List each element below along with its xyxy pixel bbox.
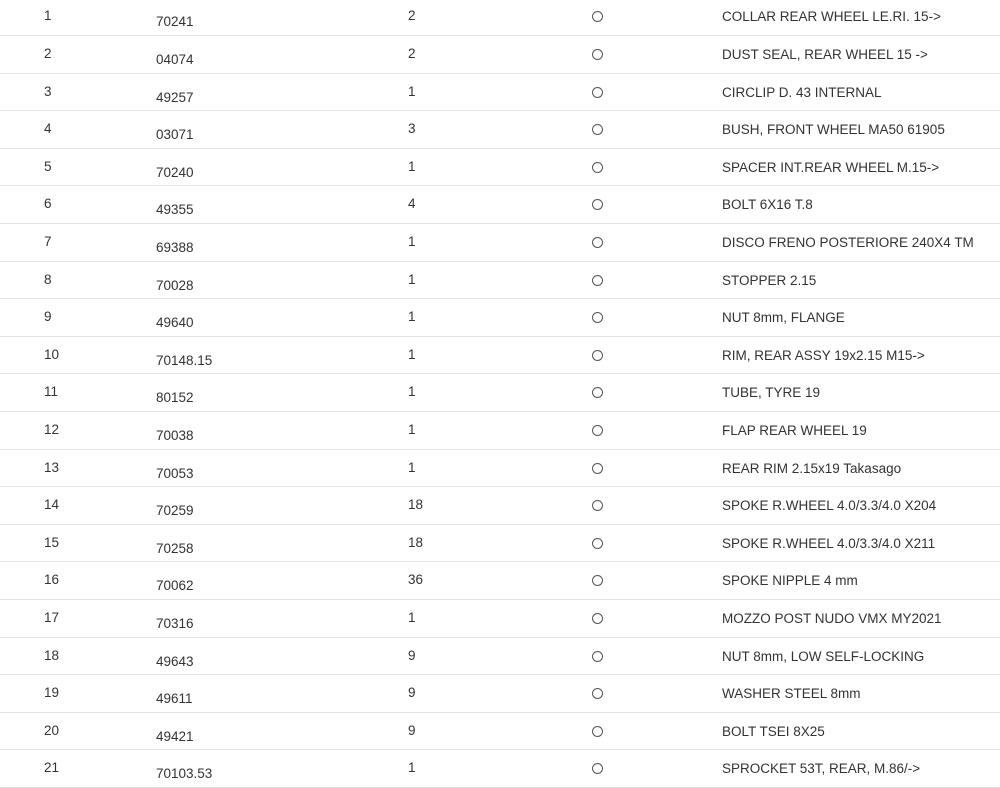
part-description: COLLAR REAR WHEEL LE.RI. 15-> (656, 0, 1000, 36)
select-cell (518, 487, 656, 525)
part-description: SPROCKET 53T, REAR, M.86/-> (656, 750, 1000, 788)
select-radio[interactable] (592, 162, 603, 173)
part-description: NUT 8mm, FLANGE (656, 299, 1000, 337)
select-cell (518, 637, 656, 675)
table-row (0, 0, 1000, 36)
part-code: 69388 (156, 224, 344, 262)
part-description: RIM, REAR ASSY 19x2.15 M15-> (656, 336, 1000, 374)
quantity: 9 (344, 675, 518, 713)
part-code: 70062 (156, 562, 344, 600)
position-number: 15 (0, 524, 156, 562)
select-radio[interactable] (592, 726, 603, 737)
quantity: 1 (344, 750, 518, 788)
part-description: SPOKE R.WHEEL 4.0/3.3/4.0 X211 (656, 524, 1000, 562)
select-radio[interactable] (592, 425, 603, 436)
select-cell (518, 712, 656, 750)
table-row (0, 261, 1000, 299)
position-number: 11 (0, 374, 156, 412)
part-description: DUST SEAL, REAR WHEEL 15 -> (656, 36, 1000, 74)
part-code: 70240 (156, 148, 344, 186)
part-code: 49355 (156, 186, 344, 224)
quantity: 2 (344, 0, 518, 36)
select-radio[interactable] (592, 275, 603, 286)
select-cell (518, 449, 656, 487)
quantity: 18 (344, 524, 518, 562)
quantity: 1 (344, 261, 518, 299)
select-radio[interactable] (592, 651, 603, 662)
select-radio[interactable] (592, 500, 603, 511)
position-number: 10 (0, 336, 156, 374)
position-number: 5 (0, 148, 156, 186)
select-radio[interactable] (592, 49, 603, 60)
select-cell (518, 524, 656, 562)
table-row (0, 750, 1000, 788)
part-code: 70258 (156, 524, 344, 562)
part-code: 49640 (156, 299, 344, 337)
part-code: 80152 (156, 374, 344, 412)
select-cell (518, 0, 656, 36)
part-code: 04074 (156, 36, 344, 74)
select-radio[interactable] (592, 237, 603, 248)
part-description: BUSH, FRONT WHEEL MA50 61905 (656, 111, 1000, 149)
table-row (0, 449, 1000, 487)
position-number: 2 (0, 36, 156, 74)
select-radio[interactable] (592, 124, 603, 135)
position-number: 1 (0, 0, 156, 36)
quantity: 1 (344, 73, 518, 111)
part-description: SPACER INT.REAR WHEEL M.15-> (656, 148, 1000, 186)
select-cell (518, 336, 656, 374)
position-number: 4 (0, 111, 156, 149)
select-cell (518, 148, 656, 186)
part-description: REAR RIM 2.15x19 Takasago (656, 449, 1000, 487)
select-radio[interactable] (592, 87, 603, 98)
select-cell (518, 600, 656, 638)
quantity: 4 (344, 186, 518, 224)
select-radio[interactable] (592, 387, 603, 398)
quantity: 2 (344, 36, 518, 74)
part-code: 70148.15 (156, 336, 344, 374)
quantity: 18 (344, 487, 518, 525)
part-code: 70103.53 (156, 750, 344, 788)
part-description: WASHER STEEL 8mm (656, 675, 1000, 713)
table-row (0, 111, 1000, 149)
select-cell (518, 299, 656, 337)
table-row (0, 412, 1000, 450)
select-radio[interactable] (592, 538, 603, 549)
quantity: 9 (344, 637, 518, 675)
position-number: 3 (0, 73, 156, 111)
table-row (0, 374, 1000, 412)
part-description: DISCO FRENO POSTERIORE 240X4 TM (656, 224, 1000, 262)
part-code: 49643 (156, 637, 344, 675)
position-number: 7 (0, 224, 156, 262)
part-description: STOPPER 2.15 (656, 261, 1000, 299)
select-cell (518, 562, 656, 600)
select-radio[interactable] (592, 350, 603, 361)
position-number: 18 (0, 637, 156, 675)
table-row (0, 712, 1000, 750)
position-number: 13 (0, 449, 156, 487)
select-cell (518, 224, 656, 262)
select-radio[interactable] (592, 575, 603, 586)
part-code: 70316 (156, 600, 344, 638)
table-row (0, 224, 1000, 262)
select-cell (518, 73, 656, 111)
position-number: 20 (0, 712, 156, 750)
position-number: 16 (0, 562, 156, 600)
part-code: 49257 (156, 73, 344, 111)
quantity: 3 (344, 111, 518, 149)
quantity: 1 (344, 412, 518, 450)
select-radio[interactable] (592, 312, 603, 323)
quantity: 1 (344, 449, 518, 487)
part-code: 03071 (156, 111, 344, 149)
part-code: 70038 (156, 412, 344, 450)
table-row (0, 524, 1000, 562)
select-radio[interactable] (592, 613, 603, 624)
select-radio[interactable] (592, 763, 603, 774)
select-cell (518, 675, 656, 713)
part-code: 70053 (156, 449, 344, 487)
position-number: 6 (0, 186, 156, 224)
table-row (0, 487, 1000, 525)
part-description: CIRCLIP D. 43 INTERNAL (656, 73, 1000, 111)
part-description: BOLT 6X16 T.8 (656, 186, 1000, 224)
table-row (0, 299, 1000, 337)
select-radio[interactable] (592, 199, 603, 210)
select-radio[interactable] (592, 688, 603, 699)
table-row (0, 600, 1000, 638)
part-description: NUT 8mm, LOW SELF-LOCKING (656, 637, 1000, 675)
quantity: 1 (344, 600, 518, 638)
part-code: 49611 (156, 675, 344, 713)
part-description: TUBE, TYRE 19 (656, 374, 1000, 412)
select-cell (518, 374, 656, 412)
table-row (0, 336, 1000, 374)
part-description: MOZZO POST NUDO VMX MY2021 (656, 600, 1000, 638)
select-radio[interactable] (592, 463, 603, 474)
position-number: 21 (0, 750, 156, 788)
part-code: 49421 (156, 712, 344, 750)
select-radio[interactable] (592, 11, 603, 22)
select-cell (518, 111, 656, 149)
table-row (0, 73, 1000, 111)
quantity: 1 (344, 374, 518, 412)
quantity: 1 (344, 148, 518, 186)
quantity: 9 (344, 712, 518, 750)
quantity: 1 (344, 224, 518, 262)
part-description: SPOKE NIPPLE 4 mm (656, 562, 1000, 600)
part-description: SPOKE R.WHEEL 4.0/3.3/4.0 X204 (656, 487, 1000, 525)
part-description: FLAP REAR WHEEL 19 (656, 412, 1000, 450)
position-number: 9 (0, 299, 156, 337)
table-row (0, 148, 1000, 186)
part-description: BOLT TSEI 8X25 (656, 712, 1000, 750)
quantity: 1 (344, 299, 518, 337)
part-code: 70028 (156, 261, 344, 299)
position-number: 17 (0, 600, 156, 638)
table-row (0, 562, 1000, 600)
table-row (0, 36, 1000, 74)
position-number: 8 (0, 261, 156, 299)
table-row (0, 675, 1000, 713)
select-cell (518, 261, 656, 299)
part-code: 70259 (156, 487, 344, 525)
select-cell (518, 36, 656, 74)
position-number: 12 (0, 412, 156, 450)
quantity: 36 (344, 562, 518, 600)
table-row (0, 637, 1000, 675)
part-code: 70241 (156, 0, 344, 36)
position-number: 14 (0, 487, 156, 525)
select-cell (518, 186, 656, 224)
quantity: 1 (344, 336, 518, 374)
position-number: 19 (0, 675, 156, 713)
select-cell (518, 412, 656, 450)
table-row (0, 186, 1000, 224)
select-cell (518, 750, 656, 788)
